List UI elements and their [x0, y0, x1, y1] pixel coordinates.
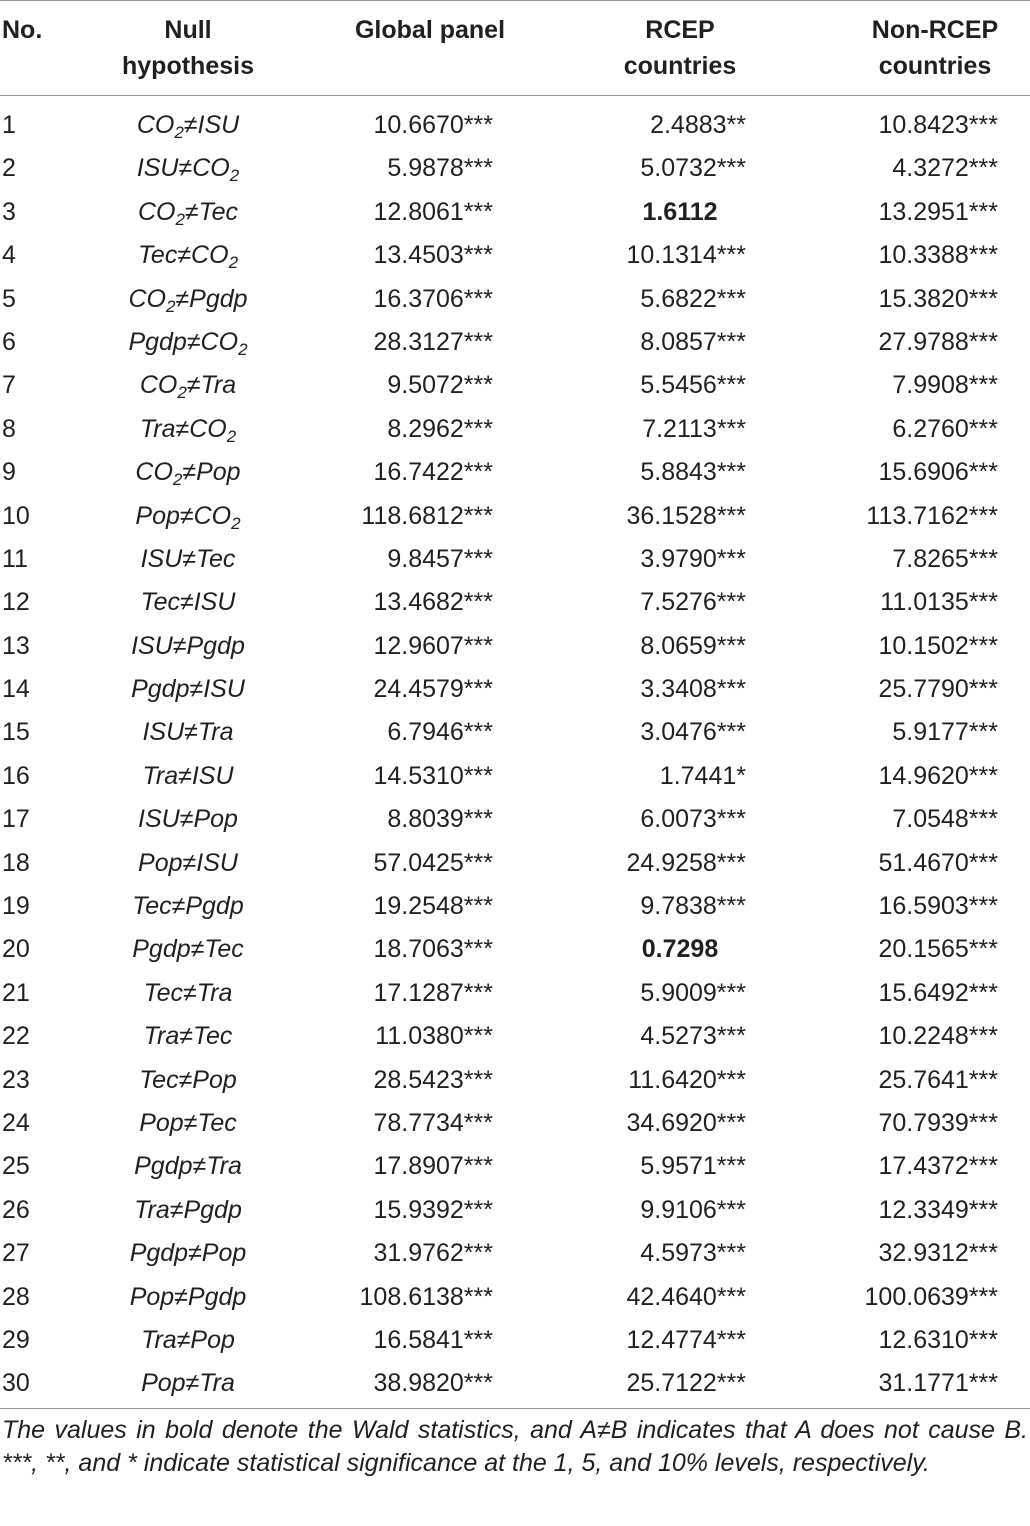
cell-null-hypothesis: $CO_2\ne ISU$: [136, 111, 240, 142]
table-row: [0, 581, 1030, 624]
cell-global-panel: 118.6812***: [361, 501, 493, 530]
table-row: [0, 538, 1030, 581]
table-row: [0, 191, 1030, 234]
cell-non-rcep-countries: 32.9312***: [878, 1239, 998, 1268]
cell-no: 9: [2, 458, 16, 487]
cell-null-hypothesis: Tec≠Pgdp: [132, 892, 244, 921]
cell-non-rcep-countries: 10.3388***: [878, 241, 998, 270]
table-row: [0, 668, 1030, 711]
cell-global-panel: 78.7734***: [373, 1108, 493, 1137]
cell-no: 2: [2, 154, 16, 183]
table-row: [0, 1059, 1030, 1102]
cell-rcep-countries: 11.6420***: [628, 1065, 746, 1094]
cell-rcep-countries: 4.5973***: [640, 1239, 746, 1268]
header-global-panel: Global panel: [354, 16, 506, 44]
cell-no: 8: [2, 414, 16, 443]
cell-global-panel: 17.8907***: [373, 1152, 493, 1181]
cell-null-hypothesis: Tec≠Tra: [143, 978, 233, 1007]
cell-global-panel: 19.2548***: [373, 892, 493, 921]
cell-null-hypothesis: Pop≠Pgdp: [129, 1282, 247, 1311]
cell-non-rcep-countries: 12.3349***: [878, 1195, 998, 1224]
cell-non-rcep-countries: 14.9620***: [878, 761, 998, 790]
cell-rcep-countries: 42.4640***: [626, 1282, 746, 1311]
cell-null-hypothesis: Tra≠Pgdp: [134, 1195, 242, 1224]
cell-rcep-countries: 34.6920***: [626, 1108, 746, 1137]
table-row: [0, 495, 1030, 538]
cell-null-hypothesis: Pgdp≠Tra: [134, 1152, 242, 1181]
cell-no: 30: [2, 1369, 30, 1398]
cell-non-rcep-countries: 25.7641***: [878, 1065, 998, 1094]
table-row: [0, 972, 1030, 1015]
cell-no: 6: [2, 327, 16, 356]
table-row: [0, 1232, 1030, 1275]
cell-global-panel: 18.7063***: [373, 935, 493, 964]
header-null-hypothesis: [88, 12, 288, 84]
cell-no: 10: [2, 501, 30, 530]
cell-no: 15: [2, 718, 30, 747]
cell-non-rcep-countries: 15.6492***: [878, 978, 998, 1007]
cell-non-rcep-countries: 17.4372***: [878, 1152, 998, 1181]
cell-rcep-countries: 3.9790***: [640, 544, 746, 573]
cell-no: 14: [2, 675, 30, 704]
cell-global-panel: 12.8061***: [373, 197, 493, 226]
cell-global-panel: 14.5310***: [373, 761, 493, 790]
cell-rcep-countries: 5.6822***: [640, 284, 746, 313]
cell-no: 19: [2, 892, 30, 921]
cell-no: 16: [2, 761, 30, 790]
cell-rcep-countries: 6.0073***: [640, 805, 746, 834]
cell-rcep-countries: 8.0857***: [640, 327, 746, 356]
cell-non-rcep-countries: 15.6906***: [878, 458, 998, 487]
cell-non-rcep-countries: 13.2951***: [878, 197, 998, 226]
cell-no: 21: [2, 978, 30, 1007]
cell-global-panel: 108.6138***: [359, 1282, 493, 1311]
cell-rcep-countries: 7.2113***: [642, 414, 746, 443]
cell-no: 26: [2, 1195, 30, 1224]
cell-global-panel: 13.4503***: [373, 241, 493, 270]
cell-null-hypothesis: Tec≠Pop: [139, 1065, 237, 1094]
cell-rcep-countries: 5.5456***: [640, 371, 746, 400]
header-non-line2: countries: [878, 52, 992, 80]
cell-no: 4: [2, 241, 16, 270]
cell-no: 12: [2, 588, 30, 617]
cell-no: 29: [2, 1325, 30, 1354]
table-row: [0, 1145, 1030, 1188]
cell-null-hypothesis: Pgdp≠Tec: [132, 935, 244, 964]
cell-no: 20: [2, 935, 30, 964]
cell-global-panel: 9.5072***: [387, 371, 493, 400]
table-body: [0, 104, 1030, 1406]
header-null-line1: Null: [164, 16, 212, 44]
cell-non-rcep-countries: 25.7790***: [878, 675, 998, 704]
cell-rcep-countries: 8.0659***: [640, 631, 746, 660]
cell-null-hypothesis: Pop≠Tec: [139, 1108, 237, 1137]
cell-null-hypothesis: Pgdp≠ISU: [131, 675, 245, 704]
cell-rcep-countries: 3.3408***: [640, 675, 746, 704]
cell-no: 5: [2, 284, 16, 313]
table-footnote: The values in bold denote the Wald statistics, and A≠B indicates that A does not cause B. ***, **, and * indicate statistical significance at the 1, 5, and 10% levels, respectively.: [2, 1416, 1028, 1477]
table-row: [0, 1015, 1030, 1058]
cell-global-panel: 28.5423***: [373, 1065, 493, 1094]
cell-global-panel: 10.6670***: [373, 111, 493, 139]
cell-null-hypothesis: Tra≠Tec: [143, 1022, 233, 1051]
cell-non-rcep-countries: 27.9788***: [878, 327, 998, 356]
cell-rcep-countries: 9.7838***: [640, 892, 746, 921]
table-row: [0, 278, 1030, 321]
cell-global-panel: 31.9762***: [373, 1239, 493, 1268]
cell-global-panel: 13.4682***: [373, 588, 493, 617]
cell-non-rcep-countries: 113.7162***: [866, 501, 998, 530]
table-row: [0, 798, 1030, 841]
cell-global-panel: 17.1287***: [373, 978, 493, 1007]
cell-rcep-countries: 5.8843***: [640, 458, 746, 487]
cell-global-panel: 16.5841***: [373, 1325, 493, 1354]
cell-no: 25: [2, 1152, 30, 1181]
cell-global-panel: 12.9607***: [373, 631, 493, 660]
cell-null-hypothesis: Tra≠Pop: [141, 1325, 235, 1354]
header-rcep-line2: countries: [623, 52, 737, 80]
cell-no: 7: [2, 371, 16, 400]
cell-null-hypothesis: ISU≠Pop: [138, 805, 238, 834]
cell-rcep-countries: 25.7122***: [626, 1369, 746, 1398]
table-row: [0, 928, 1030, 971]
cell-rcep-countries: 2.4883**: [650, 111, 746, 139]
cell-null-hypothesis: $Pgdp\ne CO_2$: [128, 327, 248, 359]
table-row: [0, 234, 1030, 277]
cell-non-rcep-countries: 10.1502***: [878, 631, 998, 660]
cell-non-rcep-countries: 10.2248***: [878, 1022, 998, 1051]
table-row: [0, 885, 1030, 928]
cell-null-hypothesis: $Pop\ne CO_2$: [135, 501, 241, 533]
cell-null-hypothesis: Pop≠ISU: [138, 848, 238, 877]
cell-global-panel: 8.2962***: [387, 414, 493, 443]
cell-global-panel: 6.7946***: [387, 718, 493, 747]
cell-rcep-countries: 5.9009***: [640, 978, 746, 1007]
cell-non-rcep-countries: 31.1771***: [878, 1369, 998, 1398]
cell-non-rcep-countries: 16.5903***: [878, 892, 998, 921]
cell-global-panel: 9.8457***: [387, 544, 493, 573]
cell-non-rcep-countries: 4.3272***: [892, 154, 998, 183]
table-header: [0, 12, 1030, 88]
cell-rcep-countries: 10.1314***: [626, 241, 746, 270]
cell-no: 24: [2, 1108, 30, 1137]
header-no: No.: [2, 16, 43, 44]
table-row: [0, 104, 1030, 147]
cell-no: 13: [2, 631, 30, 660]
cell-rcep-countries: 4.5273***: [640, 1022, 746, 1051]
cell-non-rcep-countries: 7.9908***: [892, 371, 998, 400]
table-row: [0, 711, 1030, 754]
table-row: [0, 1319, 1030, 1362]
cell-rcep-countries: 24.9258***: [626, 848, 746, 877]
cell-global-panel: 24.4579***: [373, 675, 493, 704]
table-row: [0, 755, 1030, 798]
cell-null-hypothesis: $CO_2\ne Tra$: [139, 371, 237, 403]
cell-no: 27: [2, 1239, 30, 1268]
table-row: [0, 1362, 1030, 1405]
cell-global-panel: 16.7422***: [373, 458, 493, 487]
cell-no: 23: [2, 1065, 30, 1094]
cell-no: 3: [2, 197, 16, 226]
cell-rcep-countries: 5.9571***: [640, 1152, 746, 1181]
table-row: [0, 147, 1030, 190]
table-bottom-rule: [0, 1408, 1030, 1409]
cell-global-panel: 8.8039***: [387, 805, 493, 834]
cell-rcep-countries: 3.0476***: [640, 718, 746, 747]
cell-rcep-countries: 9.9106***: [640, 1195, 746, 1224]
table-row: [0, 321, 1030, 364]
table-row: [0, 364, 1030, 407]
cell-null-hypothesis: ISU≠Tec: [140, 544, 236, 573]
cell-no: 18: [2, 848, 30, 877]
cell-non-rcep-countries: 15.3820***: [878, 284, 998, 313]
cell-null-hypothesis: $CO_2\ne Tec$: [137, 197, 239, 229]
cell-no: 1: [2, 111, 16, 139]
cell-global-panel: 38.9820***: [373, 1369, 493, 1398]
cell-rcep-countries: 12.4774***: [626, 1325, 746, 1354]
cell-non-rcep-countries: 6.2760***: [892, 414, 998, 443]
table-row: [0, 1276, 1030, 1319]
cell-global-panel: 5.9878***: [387, 154, 493, 183]
cell-null-hypothesis: $Tra\ne CO_2$: [139, 414, 237, 446]
cell-global-panel: 15.9392***: [373, 1195, 493, 1224]
cell-null-hypothesis: Pop≠Tra: [141, 1369, 235, 1398]
header-rcep-countries: [580, 12, 780, 84]
cell-null-hypothesis: $CO_2\ne Pgdp$: [128, 284, 248, 316]
cell-no: 28: [2, 1282, 30, 1311]
cell-null-hypothesis: $CO_2\ne Pop$: [135, 458, 241, 490]
table-row: [0, 451, 1030, 494]
cell-no: 17: [2, 805, 30, 834]
table-row: [0, 1102, 1030, 1145]
table-row: [0, 842, 1030, 885]
cell-null-hypothesis: Pgdp≠Pop: [129, 1239, 247, 1268]
cell-non-rcep-countries: 10.8423***: [878, 111, 998, 139]
cell-global-panel: 16.3706***: [373, 284, 493, 313]
cell-no: 22: [2, 1022, 30, 1051]
table-row: [0, 625, 1030, 668]
cell-non-rcep-countries: 20.1565***: [878, 935, 998, 964]
cell-rcep-countries: 1.7441*: [659, 761, 746, 790]
cell-no: 11: [2, 544, 28, 573]
cell-non-rcep-countries: 11.0135***: [880, 588, 998, 617]
cell-non-rcep-countries: 70.7939***: [878, 1108, 998, 1137]
header-non-line1: Non-RCEP: [871, 16, 999, 44]
cell-rcep-countries: 7.5276***: [640, 588, 746, 617]
cell-non-rcep-countries: 12.6310***: [878, 1325, 998, 1354]
cell-non-rcep-countries: 7.8265***: [892, 544, 998, 573]
cell-rcep-countries: 36.1528***: [626, 501, 746, 530]
table-top-rule: [0, 0, 1030, 1]
cell-rcep-countries: 0.7298: [641, 935, 719, 964]
table-row: [0, 408, 1030, 451]
cell-null-hypothesis: ISU≠Pgdp: [131, 631, 245, 660]
cell-null-hypothesis: $Tec\ne CO_2$: [137, 241, 239, 273]
cell-non-rcep-countries: 7.0548***: [892, 805, 998, 834]
table-header-rule: [0, 95, 1030, 96]
cell-non-rcep-countries: 5.9177***: [892, 718, 998, 747]
cell-global-panel: 28.3127***: [373, 327, 493, 356]
cell-rcep-countries: 1.6112: [642, 197, 718, 226]
cell-rcep-countries: 5.0732***: [640, 154, 746, 183]
cell-non-rcep-countries: 51.4670***: [878, 848, 998, 877]
header-rcep-line1: RCEP: [645, 16, 715, 44]
cell-global-panel: 11.0380***: [375, 1022, 493, 1051]
cell-global-panel: 57.0425***: [373, 848, 493, 877]
cell-null-hypothesis: Tra≠ISU: [142, 761, 234, 790]
cell-null-hypothesis: Tec≠ISU: [140, 588, 236, 617]
cell-null-hypothesis: $ISU\ne CO_2$: [136, 154, 240, 186]
header-null-line2: hypothesis: [122, 52, 254, 80]
cell-null-hypothesis: ISU≠Tra: [142, 718, 234, 747]
header-non-rcep-countries: [835, 12, 1030, 84]
cell-non-rcep-countries: 100.0639***: [864, 1282, 998, 1311]
table-row: [0, 1189, 1030, 1232]
